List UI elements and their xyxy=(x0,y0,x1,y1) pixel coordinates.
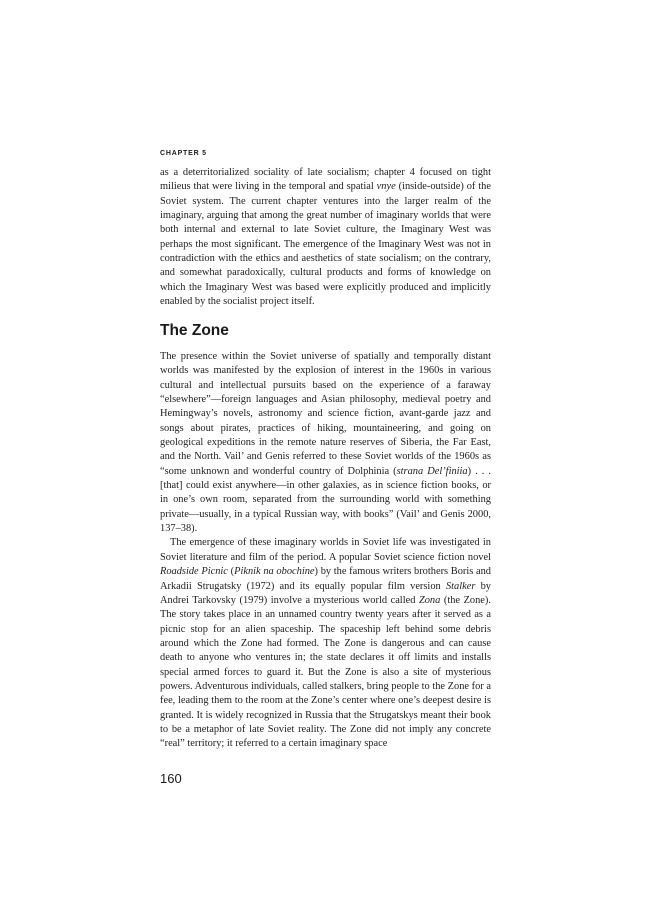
intro-italic-vnye: vnye xyxy=(376,181,396,193)
p1-text-1: The presence within the Soviet universe of spatially and temporally distant worlds was manifested by the explosion of interest in the 1960s in various cultural and intellectual pursuits based on the experience of a faraway “elsewhere”—foreign languages and Asian philosophy, medieval poetry and Hemingway’s novels, astronomy and science fiction, avant-garde jazz and songs about pirates, practices of hiking, mountaineering, and going on geological expeditions in the remote nature reserves of Siberia, the Far East, and the North. Vail’ and Genis referred to these Soviet worlds of the 1960s as “some unknown and wonderful country of Dolphinia ( xyxy=(160,351,491,477)
p2-text-5: (the Zone). The story takes place in an unnamed country twenty years after it served as a picnic stop for an alien spaceship. The spaceship left behind some debris around which the Zone had formed. The Zone is dangerous and can cause death to anyone who ventures in; the state declares it off limits and installs special armed forces to guard it. But the Zone is also a site of mysterious powers. Adventurous individuals, called stalkers, bring people to the Zone for a fee, leading them to the room at the Zone’s center where one’s deepest desire is granted. It is widely recognized in Russia that the Strugatskys meant their book to be a metaphor of late Soviet reality. The Zone did not imply any concrete “real” territory; it referred to a certain imaginary space xyxy=(160,594,491,750)
body-paragraph-1 xyxy=(160,350,491,536)
p2-text-2: ( xyxy=(227,566,235,578)
p2-text-4: by Andrei Tarkovsky (1979) involve a mysterious world called xyxy=(160,580,491,606)
p1-text-2: ) . . . [that] could exist anywhere—in other galaxies, as in science fiction books, or in one’s own room, separated from the surrounding world with something private—usually, in a typical Russian way, with books” (Vail’ and Genis 2000, 137–38). xyxy=(160,465,492,535)
intro-text-1: as a deterritorialized sociality of late socialism; chapter 4 focused on tight milieus that were living in the temporal and spatial xyxy=(160,167,491,193)
page-number: 160 xyxy=(160,771,182,786)
p2-italic-2: Piknik na obochine xyxy=(234,566,315,578)
p2-text-1: The emergence of these imaginary worlds in Soviet life was investigated in Soviet literature and film of the period. A popular Soviet science fiction novel xyxy=(160,537,491,563)
p2-italic-3: Stalker xyxy=(445,580,476,592)
p1-italic-1: strana Del’finiia xyxy=(396,465,468,477)
p2-text-3: ) by the famous writers brothers Boris and Arkadii Strugatsky (1972) and its equally popular film version xyxy=(160,566,492,592)
section-body xyxy=(160,350,491,752)
p2-italic-4: Zona xyxy=(418,594,441,606)
intro-text-2: (inside-outside) of the Soviet system. The current chapter ventures into the larger realm of the imaginary, arguing that among the great number of imaginary worlds that were both internal and external to late Soviet culture, the Imaginary West was perhaps the most significant. The emergence of the Imaginary West was not in contradiction with the ethics and aesthetics of state socialism; on the contrary, and somewhat paradoxically, cultural products and forms of knowledge on which the Imaginary West was based were explicitly produced and implicitly enabled by the socialist project itself. xyxy=(160,181,491,308)
body-paragraph-2 xyxy=(160,536,491,751)
running-head: CHAPTER 5 xyxy=(160,150,207,157)
section-heading: The Zone xyxy=(160,322,229,339)
p2-italic-1: Roadside Picnic xyxy=(160,566,228,578)
intro-paragraph xyxy=(160,166,491,309)
